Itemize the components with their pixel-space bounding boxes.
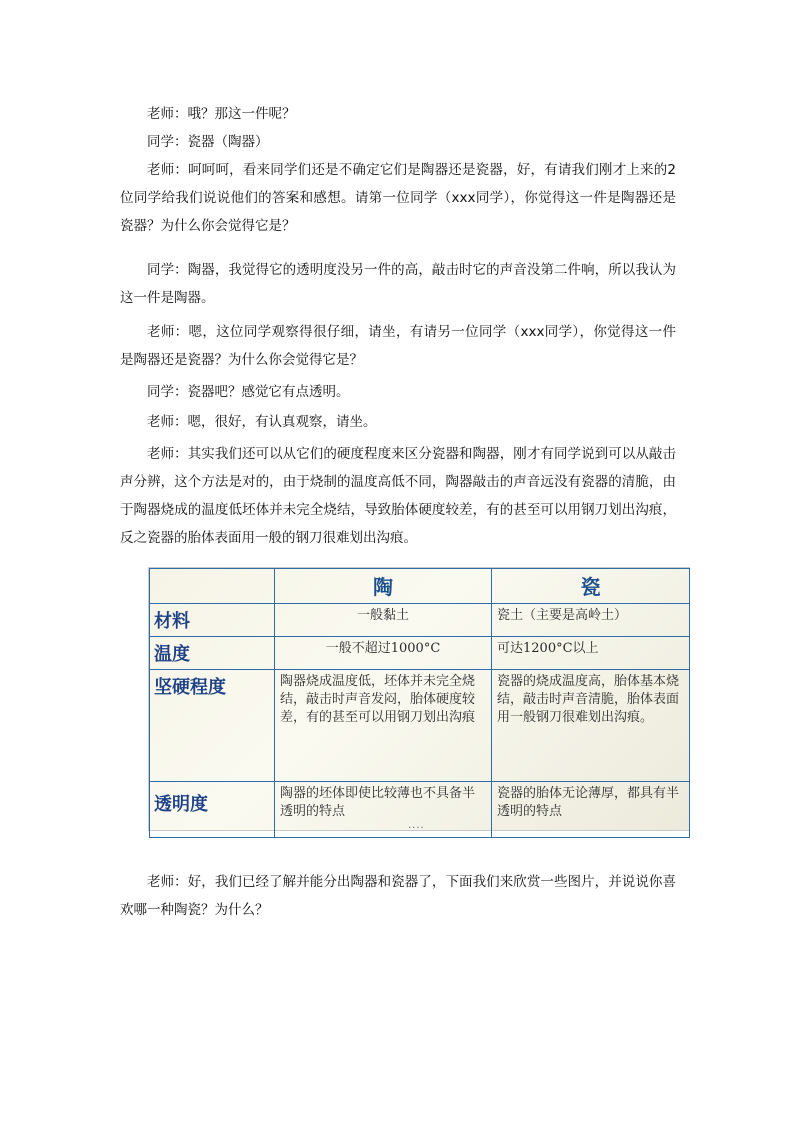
closing-line: 老师：好，我们已经了解并能分出陶器和瓷器了，下面我们来欣赏一些图片，并说说你喜欢哪一种陶瓷？为什么？ bbox=[120, 874, 676, 918]
comparison-table-image bbox=[148, 567, 690, 831]
ci-cell: 可达1200°C以上 bbox=[492, 637, 690, 670]
dialogue-line: 同学：瓷器（陶器） bbox=[147, 134, 269, 150]
ci-cell: 瓷土（主要是高岭土） bbox=[492, 604, 690, 637]
dialogue-line: 老师：嗯，很好，有认真观察，请坐。 bbox=[147, 414, 377, 430]
tao-cell: 一般不超过1000°C bbox=[275, 637, 492, 670]
row-label: 坚硬程度 bbox=[150, 670, 275, 782]
table-row bbox=[150, 604, 690, 637]
ci-cell: 瓷器的烧成温度高，胎体基本烧结，敲击时声音清脆，胎体表面用一般钢刀很难划出沟痕。 bbox=[492, 670, 690, 782]
table-header-empty bbox=[150, 569, 275, 604]
table-row bbox=[150, 670, 690, 782]
table-header-ci: 瓷 bbox=[492, 569, 690, 604]
comparison-table bbox=[149, 568, 690, 838]
tao-cell: 陶器烧成温度低，坯体并未完全烧结，敲击时声音发闷，胎体硬度较差，有的甚至可以用钢刀划出沟痕 bbox=[275, 670, 492, 782]
row-label: 材料 bbox=[150, 604, 275, 637]
table-header-row bbox=[150, 569, 690, 604]
table-header-tao: 陶 bbox=[275, 569, 492, 604]
row-label: 温度 bbox=[150, 637, 275, 670]
dialogue-line: 老师：嗯，这位同学观察得很仔细，请坐，有请另一位同学（xxx同学），你觉得这一件是陶器还是瓷器？为什么你会觉得它是？ bbox=[120, 324, 676, 368]
row-label: 透明度 bbox=[150, 782, 275, 838]
tao-cell: 一般黏土 bbox=[275, 604, 492, 637]
dialogue-line: 老师：其实我们还可以从它们的硬度程度来区分瓷器和陶器，刚才有同学说到可以从敲击声分辨，这个方法是对的，由于烧制的温度高低不同，陶器敲击的声音远没有瓷器的清脆，由于陶器烧成的温度低坯体并未完全烧结，导致胎体硬度较差，有的甚至可以用钢刀划出沟痕，反之瓷器的胎体表面用一般的钢刀很难划出沟痕。 bbox=[120, 446, 676, 546]
table-row bbox=[150, 637, 690, 670]
dialogue-line: 同学：瓷器吧？感觉它有点透明。 bbox=[147, 384, 350, 400]
table-footer-dots: ···· bbox=[408, 823, 425, 834]
dialogue-line: 老师：呵呵呵，看来同学们还是不确定它们是陶器还是瓷器，好，有请我们刚才上来的2位同学给我们说说他们的答案和感想。请第一位同学（xxx同学），你觉得这一件是陶器还是瓷器？为什么你会觉得它是？ bbox=[120, 162, 676, 234]
ci-cell: 瓷器的胎体无论薄厚，都具有半透明的特点 bbox=[492, 782, 690, 838]
tao-cell: 陶器的坯体即使比较薄也不具备半透明的特点 bbox=[275, 782, 492, 838]
dialogue-line: 老师：哦？那这一件呢？ bbox=[147, 106, 296, 122]
dialogue-line: 同学：陶器，我觉得它的透明度没另一件的高，敲击时它的声音没第二件响，所以我认为这一件是陶器。 bbox=[120, 262, 676, 306]
